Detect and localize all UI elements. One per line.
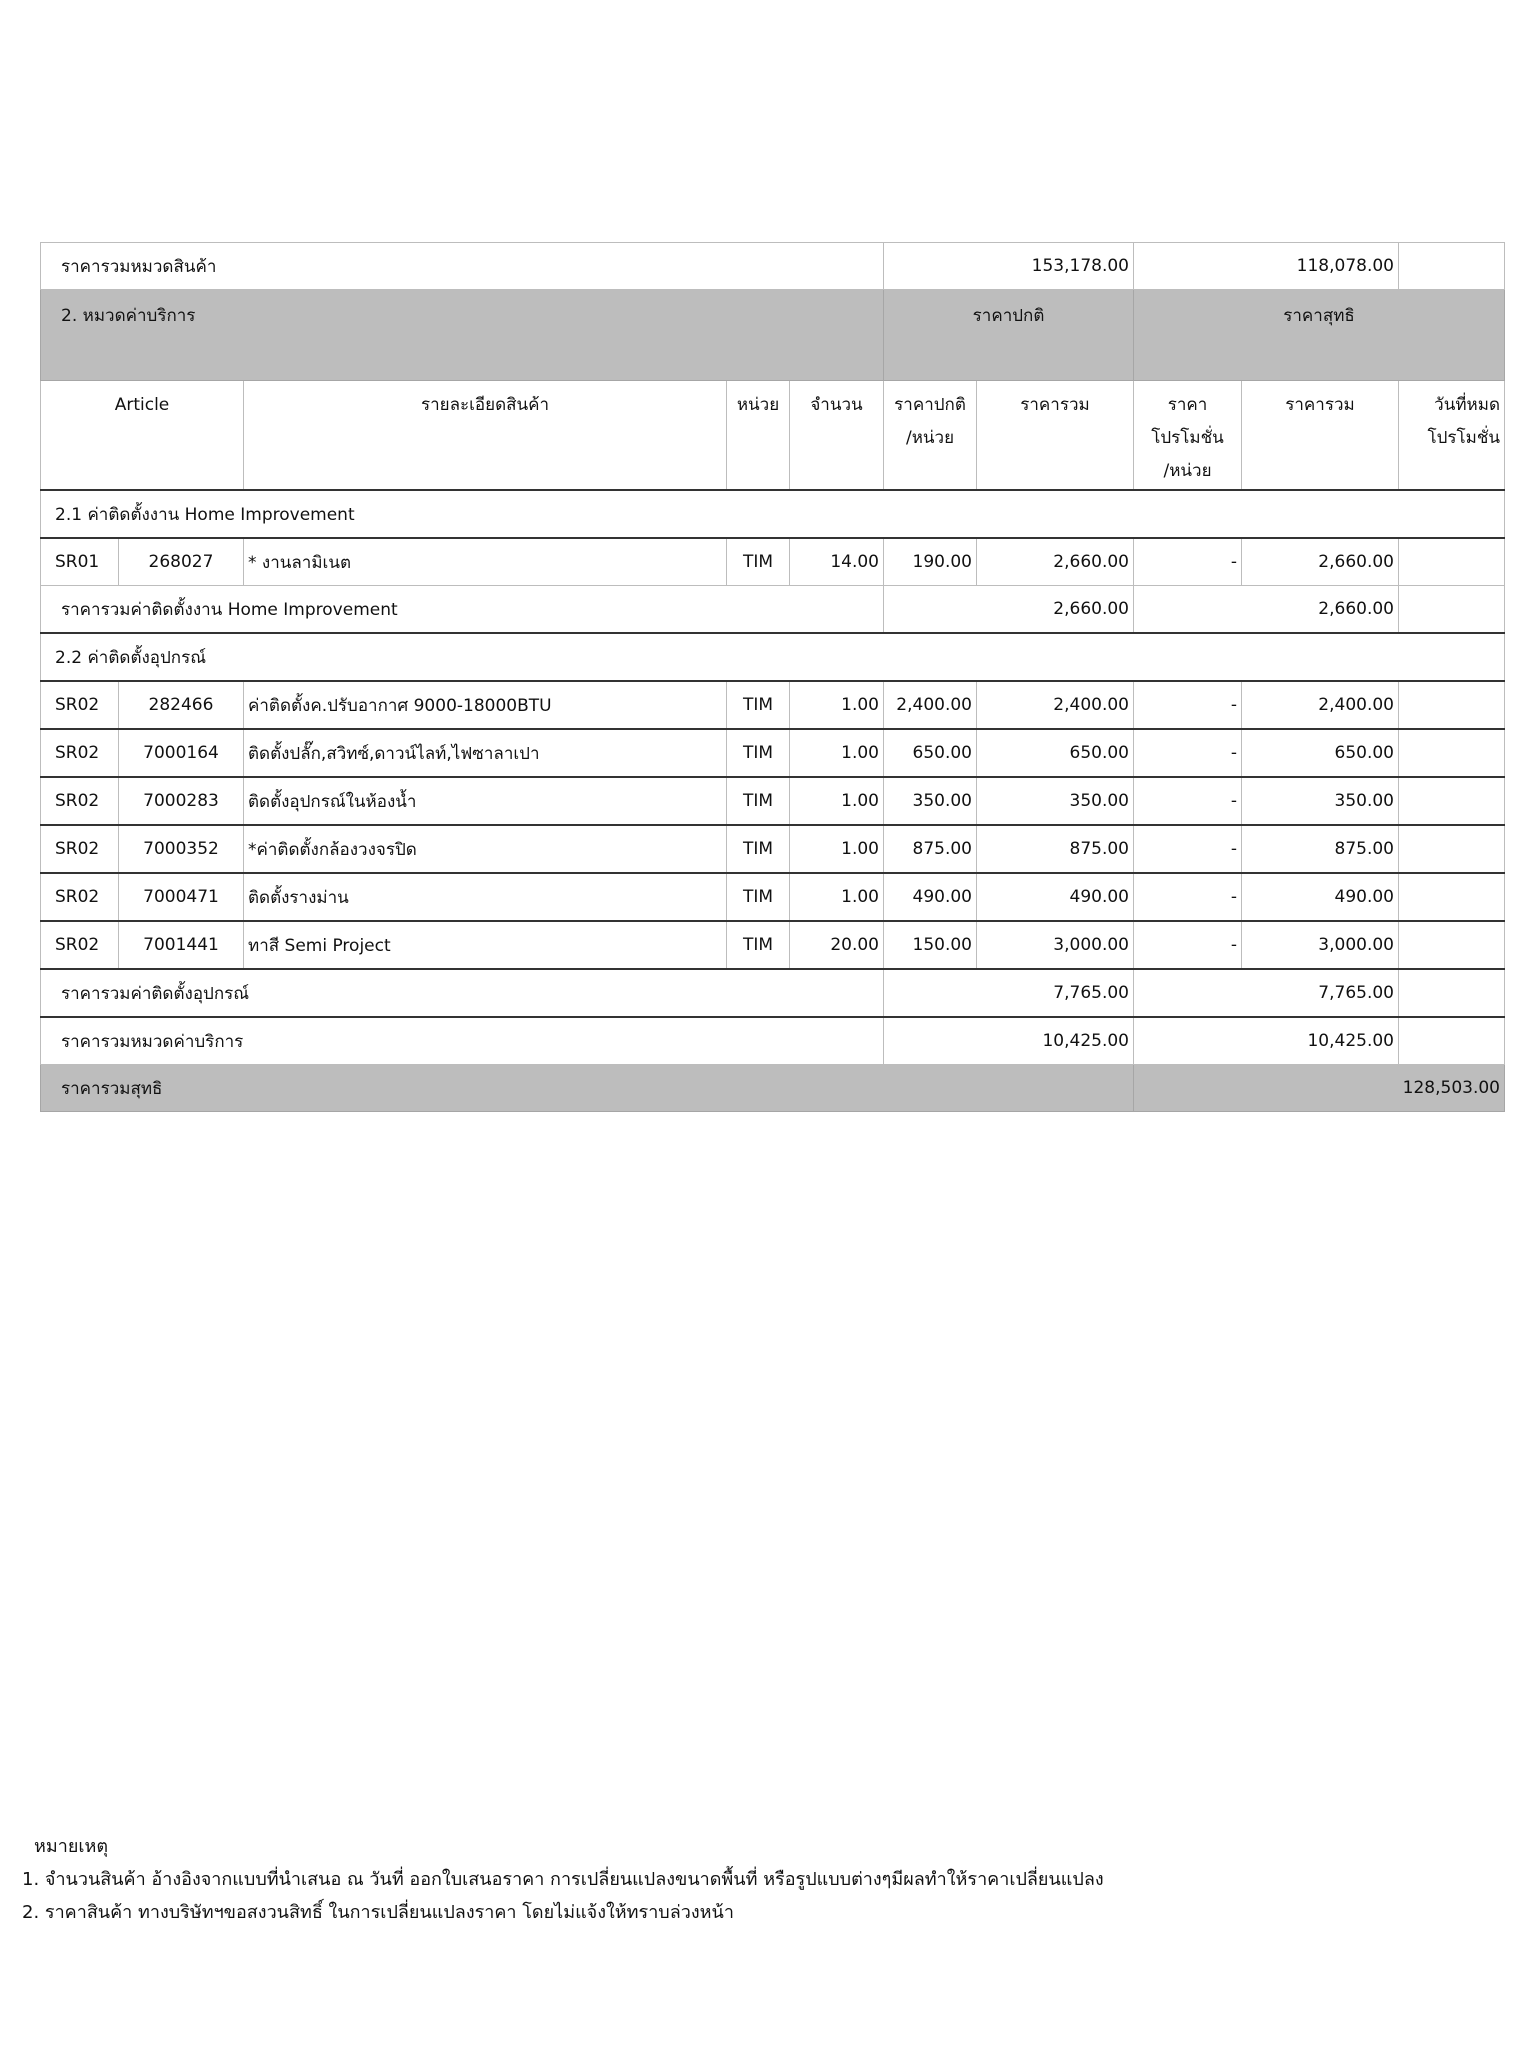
col-article: Article xyxy=(41,381,244,491)
row-code: SR02 xyxy=(41,729,119,777)
row-unit: TIM xyxy=(727,681,790,729)
col-promo-end-line2: โปรโมชั่น xyxy=(1427,428,1500,448)
row-description: ทาสี Semi Project xyxy=(244,921,727,969)
section-1-subtotal-net: 2,660.00 xyxy=(1134,586,1399,634)
quotation-table xyxy=(40,242,1505,1112)
row-promo-end xyxy=(1399,873,1505,921)
table-row xyxy=(41,538,1505,586)
row-unit-price: 350.00 xyxy=(884,777,977,825)
row-unit: TIM xyxy=(727,873,790,921)
row-code: SR02 xyxy=(41,777,119,825)
row-net-total: 875.00 xyxy=(1242,825,1399,873)
empty-cell xyxy=(1399,1017,1505,1065)
col-promo-line2: โปรโมชั่น xyxy=(1151,428,1224,448)
col-unit: หน่วย xyxy=(727,381,790,491)
row-description: *ค่าติดตั้งกล้องวงจรปิด xyxy=(244,825,727,873)
service-category-header xyxy=(41,290,1505,381)
row-article: 282466 xyxy=(119,681,244,729)
row-qty: 20.00 xyxy=(790,921,884,969)
service-total-normal: 10,425.00 xyxy=(884,1017,1134,1065)
table-row xyxy=(41,681,1505,729)
col-promo-price xyxy=(1134,381,1242,491)
row-net-total: 2,660.00 xyxy=(1242,538,1399,586)
row-code: SR01 xyxy=(41,538,119,586)
service-total-label: ราคารวมหมวดค่าบริการ xyxy=(41,1017,884,1065)
row-unit: TIM xyxy=(727,538,790,586)
category-net-total: 118,078.00 xyxy=(1134,243,1399,290)
row-article: 268027 xyxy=(119,538,244,586)
row-promo: - xyxy=(1134,921,1242,969)
row-promo-end xyxy=(1399,729,1505,777)
net-price-header: ราคาสุทธิ xyxy=(1134,290,1505,381)
section-1-title: 2.1 ค่าติดตั้งงาน Home Improvement xyxy=(41,490,1505,538)
col-qty: จำนวน xyxy=(790,381,884,491)
notes-section xyxy=(22,1830,1104,1929)
row-net-total: 2,400.00 xyxy=(1242,681,1399,729)
row-code: SR02 xyxy=(41,873,119,921)
row-qty: 1.00 xyxy=(790,729,884,777)
table-row xyxy=(41,777,1505,825)
category-total-label: ราคารวมหมวดสินค้า xyxy=(41,243,884,290)
section-2-subtotal-net: 7,765.00 xyxy=(1134,969,1399,1017)
row-unit-price: 875.00 xyxy=(884,825,977,873)
row-qty: 1.00 xyxy=(790,825,884,873)
col-promo-line3: /หน่วย xyxy=(1163,461,1212,481)
row-unit-price: 150.00 xyxy=(884,921,977,969)
section-title-row xyxy=(41,633,1505,681)
row-total: 650.00 xyxy=(977,729,1134,777)
row-qty: 1.00 xyxy=(790,777,884,825)
row-description: ติดตั้งรางม่าน xyxy=(244,873,727,921)
row-description: ติดตั้งปลั๊ก,สวิทซ์,ดาวน์ไลท์,ไฟซาลาเปา xyxy=(244,729,727,777)
row-code: SR02 xyxy=(41,921,119,969)
row-unit: TIM xyxy=(727,729,790,777)
row-promo: - xyxy=(1134,729,1242,777)
row-description: * งานลามิเนต xyxy=(244,538,727,586)
col-promo-end xyxy=(1399,381,1505,491)
row-total: 490.00 xyxy=(977,873,1134,921)
row-net-total: 350.00 xyxy=(1242,777,1399,825)
table-row xyxy=(41,921,1505,969)
table-row xyxy=(41,729,1505,777)
row-unit: TIM xyxy=(727,825,790,873)
category-normal-total: 153,178.00 xyxy=(884,243,1134,290)
row-code: SR02 xyxy=(41,825,119,873)
col-total: ราคารวม xyxy=(977,381,1134,491)
table-row xyxy=(41,825,1505,873)
row-article: 7000164 xyxy=(119,729,244,777)
table-row xyxy=(41,873,1505,921)
row-unit: TIM xyxy=(727,921,790,969)
row-unit-price: 190.00 xyxy=(884,538,977,586)
col-description: รายละเอียดสินค้า xyxy=(244,381,727,491)
row-promo: - xyxy=(1134,777,1242,825)
grand-total-label: ราคารวมสุทธิ xyxy=(41,1065,1134,1112)
col-unit-price-line1: ราคาปกติ xyxy=(894,395,966,415)
section-1-subtotal-label: ราคารวมค่าติดตั้งงาน Home Improvement xyxy=(41,586,884,634)
row-article: 7000283 xyxy=(119,777,244,825)
row-qty: 14.00 xyxy=(790,538,884,586)
col-promo-line1: ราคา xyxy=(1167,395,1208,415)
row-promo-end xyxy=(1399,538,1505,586)
row-unit: TIM xyxy=(727,777,790,825)
normal-price-header: ราคาปกติ xyxy=(884,290,1134,381)
row-article: 7000471 xyxy=(119,873,244,921)
section-2-subtotal-label: ราคารวมค่าติดตั้งอุปกรณ์ xyxy=(41,969,884,1017)
row-promo-end xyxy=(1399,681,1505,729)
column-header-row xyxy=(41,381,1505,491)
row-total: 2,660.00 xyxy=(977,538,1134,586)
row-description: ติดตั้งอุปกรณ์ในห้องน้ำ xyxy=(244,777,727,825)
notes-title: หมายเหตุ xyxy=(34,1836,109,1857)
row-description: ค่าติดตั้งค.ปรับอากาศ 9000-18000BTU xyxy=(244,681,727,729)
note-item: 2. ราคาสินค้า ทางบริษัทฯขอสงวนสิทธิ์ ในการเปลี่ยนแปลงราคา โดยไม่แจ้งให้ทราบล่วงหน้า xyxy=(22,1902,734,1923)
grand-total-row xyxy=(41,1065,1505,1112)
row-qty: 1.00 xyxy=(790,681,884,729)
section-title-row xyxy=(41,490,1505,538)
empty-cell xyxy=(1399,969,1505,1017)
row-total: 350.00 xyxy=(977,777,1134,825)
row-net-total: 650.00 xyxy=(1242,729,1399,777)
quotation-sheet xyxy=(40,242,1504,1112)
row-total: 3,000.00 xyxy=(977,921,1134,969)
row-qty: 1.00 xyxy=(790,873,884,921)
row-promo: - xyxy=(1134,825,1242,873)
row-unit-price: 2,400.00 xyxy=(884,681,977,729)
subtotal-row xyxy=(41,969,1505,1017)
section-2-title: 2.2 ค่าติดตั้งอุปกรณ์ xyxy=(41,633,1505,681)
service-total-row xyxy=(41,1017,1505,1065)
col-promo-end-line1: วันที่หมด xyxy=(1434,395,1500,415)
empty-cell xyxy=(1399,586,1505,634)
row-total: 875.00 xyxy=(977,825,1134,873)
section-1-subtotal-normal: 2,660.00 xyxy=(884,586,1134,634)
col-unit-price-line2: /หน่วย xyxy=(905,428,955,448)
row-total: 2,400.00 xyxy=(977,681,1134,729)
grand-total-value: 128,503.00 xyxy=(1134,1065,1505,1112)
row-article: 7000352 xyxy=(119,825,244,873)
row-promo-end xyxy=(1399,921,1505,969)
section-2-subtotal-normal: 7,765.00 xyxy=(884,969,1134,1017)
row-net-total: 490.00 xyxy=(1242,873,1399,921)
row-unit-price: 650.00 xyxy=(884,729,977,777)
col-net-total: ราคารวม xyxy=(1242,381,1399,491)
empty-cell xyxy=(1399,243,1505,290)
subtotal-row xyxy=(41,586,1505,634)
row-unit-price: 490.00 xyxy=(884,873,977,921)
service-total-net: 10,425.00 xyxy=(1134,1017,1399,1065)
row-promo: - xyxy=(1134,538,1242,586)
row-net-total: 3,000.00 xyxy=(1242,921,1399,969)
row-promo: - xyxy=(1134,681,1242,729)
row-promo-end xyxy=(1399,777,1505,825)
row-promo-end xyxy=(1399,825,1505,873)
col-unit-price xyxy=(884,381,977,491)
service-category-title: 2. หมวดค่าบริการ xyxy=(41,290,884,381)
row-promo: - xyxy=(1134,873,1242,921)
note-item: 1. จำนวนสินค้า อ้างอิงจากแบบที่นำเสนอ ณ วันที่ ออกใบเสนอราคา การเปลี่ยนแปลงขนาดพื้นที่ หรือรูปแบบต่างๆมีผลทำให้ราคาเปลี่ยนแปลง xyxy=(22,1869,1104,1890)
row-article: 7001441 xyxy=(119,921,244,969)
category-total-row xyxy=(41,243,1505,290)
row-code: SR02 xyxy=(41,681,119,729)
